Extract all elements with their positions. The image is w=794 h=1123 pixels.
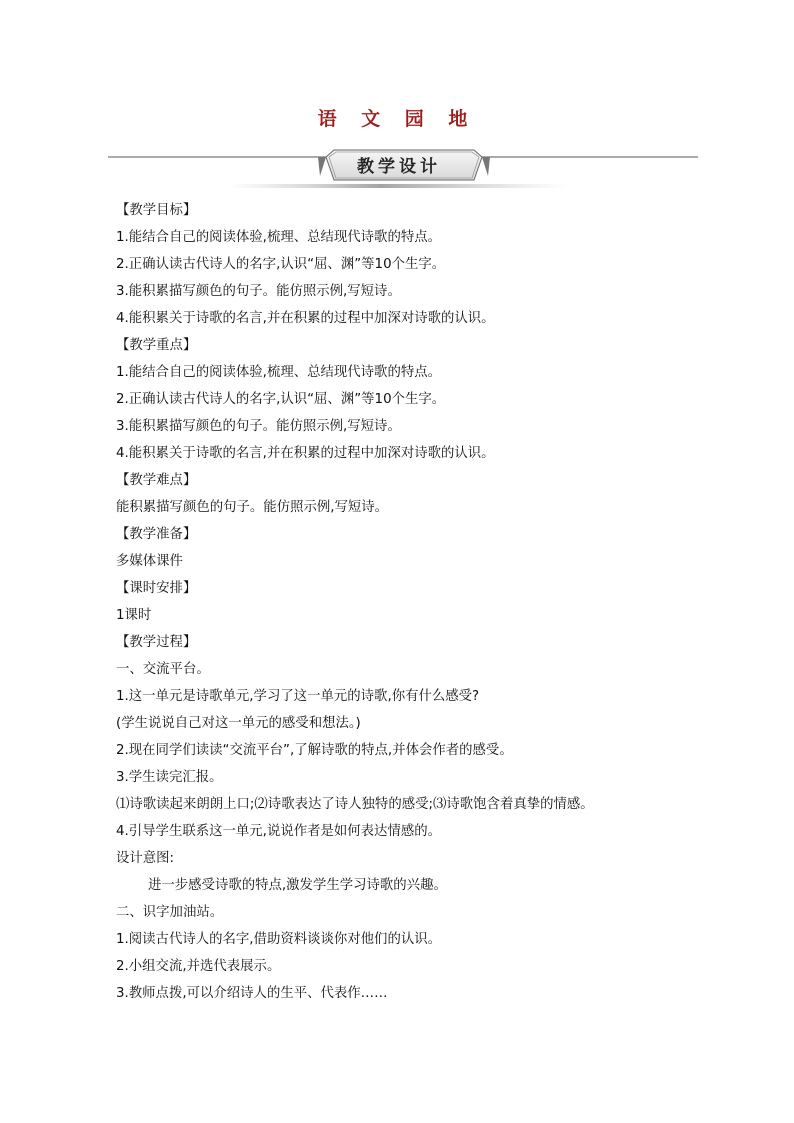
process-step: 4.引导学生联系这一单元,说说作者是如何表达情感的。: [116, 824, 442, 839]
schedule-text: 1课时: [116, 608, 152, 623]
objective-item: 1.能结合自己的阅读体验,梳理、总结现代诗歌的特点。: [116, 230, 442, 245]
process-step: 2.小组交流,并选代表展示。: [116, 959, 281, 974]
process-step: 2.现在同学们读读“交流平台”,了解诗歌的特点,并体会作者的感受。: [116, 743, 513, 758]
preparation-text: 多媒体课件: [116, 554, 183, 569]
objective-item: 3.能积累描写颜色的句子。能仿照示例,写短诗。: [116, 284, 401, 299]
process-answer: ⑴诗歌读起来朗朗上口;⑵诗歌表达了诗人独特的感受;⑶诗歌饱含着真挚的情感。: [116, 797, 594, 812]
heading-schedule: 【课时安排】: [116, 581, 197, 596]
design-intent-label: 设计意图:: [116, 851, 175, 866]
process-step: 3.学生读完汇报。: [116, 770, 223, 785]
section-exchange: 一、交流平台。: [116, 662, 210, 677]
design-intent-text: 进一步感受诗歌的特点,激发学生学习诗歌的兴趣。: [148, 878, 447, 893]
heading-process: 【教学过程】: [116, 635, 197, 650]
key-point-item: 1.能结合自己的阅读体验,梳理、总结现代诗歌的特点。: [116, 365, 442, 380]
lesson-body: [116, 197, 686, 1007]
process-step: 1.阅读古代诗人的名字,借助资料谈谈你对他们的认识。: [116, 932, 442, 947]
heading-key-points: 【教学重点】: [116, 338, 197, 353]
heading-objectives: 【教学目标】: [116, 203, 197, 218]
process-note: (学生说说自己对这一单元的感受和想法。): [116, 716, 361, 731]
page-title: 语 文 园 地: [317, 108, 477, 130]
objective-item: 2.正确认读古代诗人的名字,认识“屈、渊”等10个生字。: [116, 257, 446, 272]
process-step: 1.这一单元是诗歌单元,学习了这一单元的诗歌,你有什么感受?: [116, 689, 480, 704]
key-point-item: 3.能积累描写颜色的句子。能仿照示例,写短诗。: [116, 419, 401, 434]
section-literacy: 二、识字加油站。: [116, 905, 224, 920]
banner-title: 教学设计: [357, 157, 441, 177]
key-point-item: 4.能积累关于诗歌的名言,并在积累的过程中加深对诗歌的认识。: [116, 446, 495, 461]
difficulty-text: 能积累描写颜色的句子。能仿照示例,写短诗。: [116, 500, 389, 515]
key-point-item: 2.正确认读古代诗人的名字,认识“屈、渊”等10个生字。: [116, 392, 446, 407]
heading-difficulties: 【教学难点】: [116, 473, 197, 488]
heading-preparation: 【教学准备】: [116, 527, 197, 542]
objective-item: 4.能积累关于诗歌的名言,并在积累的过程中加深对诗歌的认识。: [116, 311, 495, 326]
process-step: 3.教师点拨,可以介绍诗人的生平、代表作……: [116, 986, 388, 1001]
